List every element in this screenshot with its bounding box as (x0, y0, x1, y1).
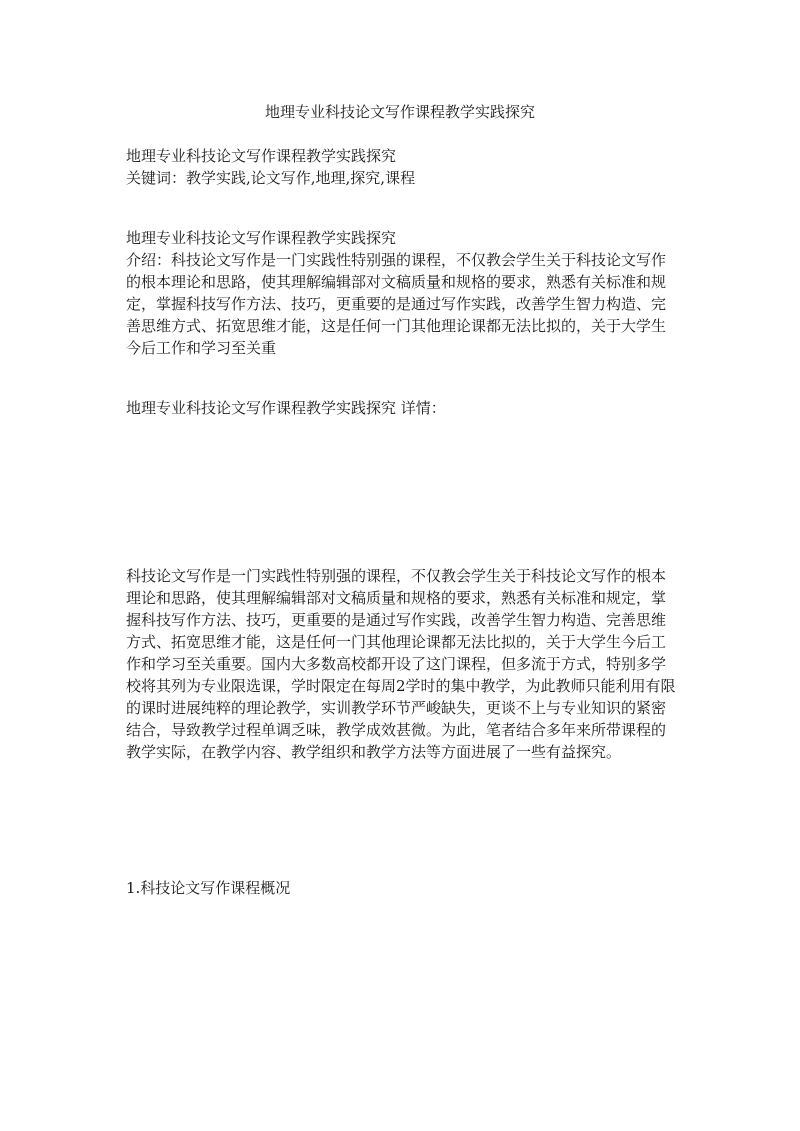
body-block (126, 565, 678, 763)
body-paragraph: 科技论文写作是一门实践性特别强的课程，不仅教会学生关于科技论文写作的根本理论和思路，使其理解编辑部对文稿质量和规格的要求，熟悉有关标准和规定，掌握科技写作方法、技巧，更重要的是通过写作实践，改善学生智力构造、完善思维方式、拓宽思维才能，这是任何一门其他理论课都无法比拟的，关于大学生今后工作和学习至关重要。国内大多数高校都开设了这门课程，但多流于方式，特别多学校将其列为专业限选课，学时限定在每周2学时的集中教学，为此教师只能利用有限的课时进展纯粹的理论教学，实训教学环节严峻缺失，更谈不上与专业知识的紧密结合，导致教学过程单调乏味，教学成效甚微。为此，笔者结合多年来所带课程的教学实际，在教学内容、教学组织和教学方法等方面进展了一些有益探究。 (126, 567, 676, 761)
intro-subtitle: 地理专业科技论文写作课程教学实践探究 (126, 229, 397, 247)
header-block (126, 145, 678, 189)
intro-paragraph: 介绍：科技论文写作是一门实践性特别强的课程，不仅教会学生关于科技论文写作的根本理论和思路，使其理解编辑部对文稿质量和规格的要求，熟悉有关标准和规定，掌握科技写作方法、技巧，更重要的是通过写作实践，改善学生智力构造、完善思维方式、拓宽思维才能，这是任何一门其他理论课都无法比拟的，关于大学生今后工作和学习至关重 (126, 251, 667, 357)
keywords-line: 关键词：教学实践,论文写作,地理,探究,课程 (126, 169, 416, 187)
section-heading-block (126, 877, 678, 899)
section-heading: 1.科技论文写作课程概况 (126, 879, 291, 897)
document-title: 地理专业科技论文写作课程教学实践探究 (264, 103, 535, 121)
detail-heading-block (126, 397, 678, 419)
header-subtitle: 地理专业科技论文写作课程教学实践探究 (126, 147, 397, 165)
detail-heading: 地理专业科技论文写作课程教学实践探究 详情： (126, 399, 446, 417)
intro-block (126, 227, 678, 359)
